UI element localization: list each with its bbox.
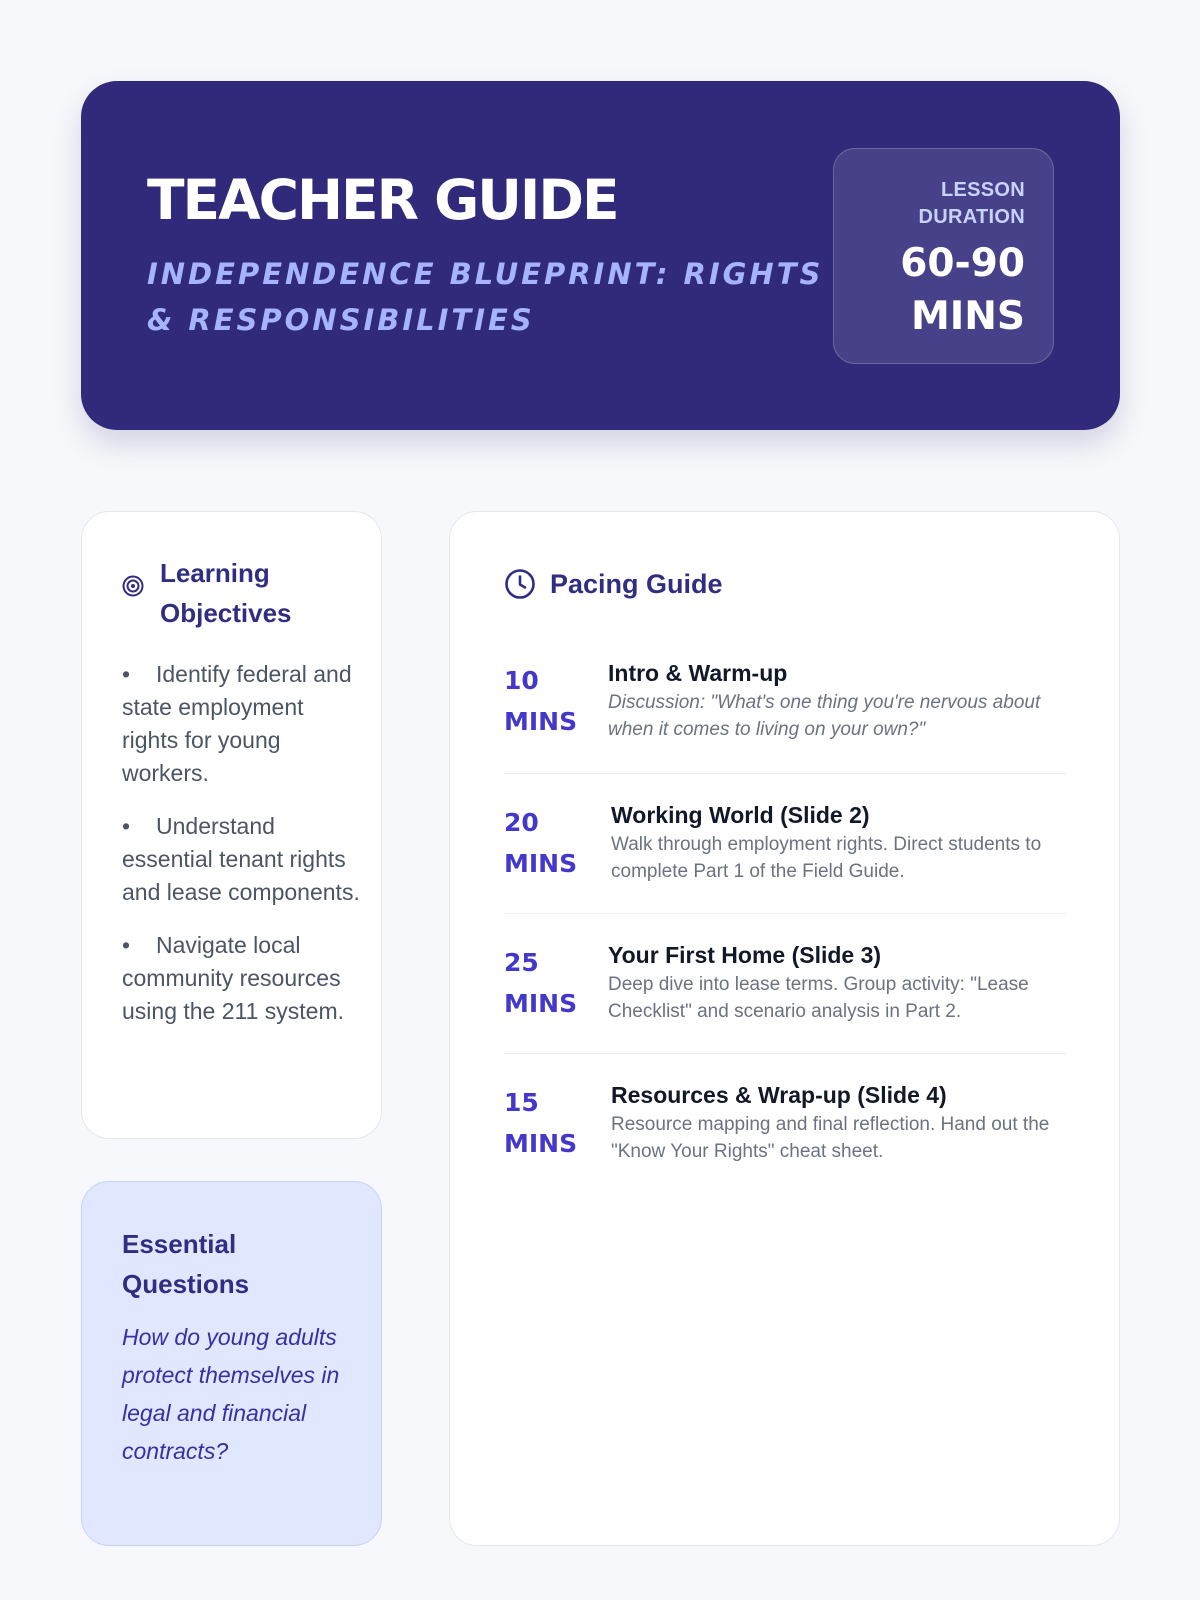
objective-text: Understand essential tenant rights and lease components. — [122, 813, 360, 905]
pacing-guide-card — [449, 511, 1120, 1546]
row-description: Walk through employment rights. Direct students to complete Part 1 of the Field Guide. — [611, 834, 1042, 882]
bullet-icon: • — [122, 932, 131, 958]
bullet-icon: • — [122, 813, 131, 839]
page-title: TEACHER GUIDE — [147, 168, 618, 232]
lesson-duration-box — [833, 148, 1054, 364]
objectives-list — [122, 658, 362, 1048]
list-item — [122, 810, 362, 909]
bullet-icon: • — [122, 661, 131, 687]
objective-text: Navigate local community resources using the 211 system. — [122, 932, 345, 1024]
timeline-row — [504, 645, 1066, 774]
row-description: Discussion: "What's one thing you're nervous about when it comes to living on your own?" — [608, 692, 1041, 740]
row-title: Your First Home (Slide 3) — [608, 942, 882, 968]
timeline-row — [504, 774, 1066, 914]
pacing-guide-heading — [504, 568, 723, 600]
essential-questions-title: Essential Questions — [122, 1229, 250, 1299]
learning-objectives-title: Learning Objectives — [160, 558, 292, 628]
row-duration: 10 MINS — [504, 666, 578, 736]
timeline-row — [504, 1054, 1066, 1185]
row-title: Resources & Wrap-up (Slide 4) — [611, 1082, 947, 1108]
essential-questions-card — [81, 1181, 382, 1546]
row-duration: 25 MINS — [504, 948, 578, 1018]
row-body — [608, 658, 1066, 743]
row-description: Deep dive into lease terms. Group activity: "Lease Checklist" and scenario analysis in Part 2. — [608, 974, 1029, 1022]
duration-label: LESSON DURATION — [918, 179, 1025, 228]
list-item — [122, 658, 362, 790]
lesson-subtitle: INDEPENDENCE BLUEPRINT: RIGHTS & RESPONSIBILITIES — [147, 257, 824, 337]
objective-text: Identify federal and state employment rights for young workers. — [122, 661, 352, 786]
timeline-row — [504, 914, 1066, 1054]
pacing-timeline — [504, 645, 1066, 1185]
row-body — [608, 940, 1066, 1025]
target-icon — [122, 575, 144, 597]
pacing-guide-title: Pacing Guide — [550, 568, 723, 599]
row-duration: 15 MINS — [504, 1088, 578, 1158]
essential-question-text: How do young adults protect themselves in legal and financial contracts? — [122, 1324, 340, 1464]
row-description: Resource mapping and final reflection. Hand out the "Know Your Rights" cheat sheet. — [611, 1114, 1050, 1162]
duration-value: 60-90 MINS — [900, 241, 1025, 339]
learning-objectives-heading — [122, 553, 362, 633]
header-banner — [81, 81, 1120, 430]
list-item — [122, 929, 362, 1028]
row-body — [608, 800, 1066, 885]
learning-objectives-card — [81, 511, 382, 1139]
row-title: Intro & Warm-up — [608, 660, 788, 686]
row-title: Working World (Slide 2) — [611, 802, 870, 828]
row-body — [608, 1080, 1066, 1165]
row-duration: 20 MINS — [504, 808, 578, 878]
clock-icon — [504, 568, 536, 600]
